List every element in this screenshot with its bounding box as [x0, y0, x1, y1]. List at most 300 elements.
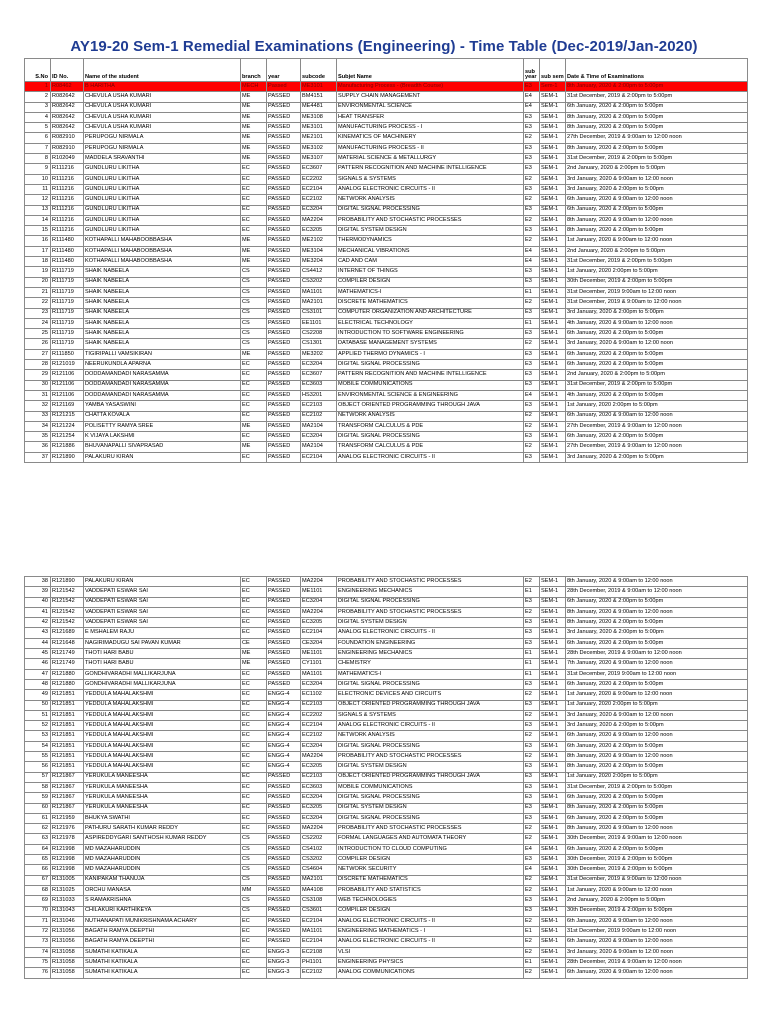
cell-branch: ME: [241, 154, 267, 164]
cell-subject-name: MOBILE COMMUNICATIONS: [337, 782, 524, 792]
cell-year: PASSED: [267, 143, 301, 153]
cell-sno: 41: [25, 607, 51, 617]
cell-id: R121106: [51, 390, 84, 400]
table-row: [25, 741, 748, 751]
cell-id: R121749: [51, 649, 84, 659]
cell-id: R121851: [51, 762, 84, 772]
cell-year: PASSED: [267, 226, 301, 236]
cell-student-name: SUMATHI KATIKALA: [84, 957, 241, 967]
cell-student-name: MD MAZAHARUDDIN: [84, 855, 241, 865]
cell-subcode: EC2103: [301, 700, 337, 710]
cell-sub-sem: SEM-1: [540, 421, 566, 431]
cell-sub-year: E4: [524, 390, 540, 400]
cell-subject-name: ENVIRONMENTAL SCIENCE & ENGINEERING: [337, 390, 524, 400]
cell-sub-sem: SEM-1: [540, 659, 566, 669]
cell-sub-year: E2: [524, 607, 540, 617]
cell-subject-name: DIGITAL SIGNAL PROCESSING: [337, 813, 524, 823]
header-subsem: sub sem: [540, 59, 566, 82]
cell-sno: 24: [25, 318, 51, 328]
cell-branch: EC: [241, 679, 267, 689]
cell-year: PASSED: [267, 411, 301, 421]
cell-sub-year: E4: [524, 865, 540, 875]
cell-sno: 71: [25, 916, 51, 926]
cell-sub-sem: SEM-1: [540, 452, 566, 462]
cell-sub-sem: SEM-1: [540, 731, 566, 741]
cell-id: R111480: [51, 257, 84, 267]
cell-exam-date: 3rd January, 2020 & 2:00pm to 5:00pm: [566, 628, 748, 638]
cell-sub-sem: SEM-1: [540, 112, 566, 122]
table-row: [25, 690, 748, 700]
cell-exam-date: 1st January, 2020 2:00pm to 5:00pm: [566, 700, 748, 710]
cell-branch: EC: [241, 793, 267, 803]
cell-year: ENGG-4: [267, 721, 301, 731]
cell-student-name: SHAIK NABEELA: [84, 287, 241, 297]
cell-sno: 9: [25, 164, 51, 174]
cell-sub-year: E4: [524, 844, 540, 854]
cell-year: PASSED: [267, 236, 301, 246]
cell-id: R121648: [51, 638, 84, 648]
cell-branch: ME: [241, 257, 267, 267]
cell-subject-name: MANUFACTURING PROCESS - II: [337, 143, 524, 153]
cell-subcode: MA4108: [301, 885, 337, 895]
cell-sub-year: E1: [524, 659, 540, 669]
cell-subcode: MA2204: [301, 215, 337, 225]
cell-id: R121851: [51, 731, 84, 741]
header-name: Name of the student: [84, 59, 241, 82]
table-row: [25, 679, 748, 689]
cell-student-name: GUNDLURU LIKITHA: [84, 184, 241, 194]
cell-id: R121851: [51, 710, 84, 720]
cell-id: R131056: [51, 937, 84, 947]
cell-sub-sem: SEM-1: [540, 411, 566, 421]
cell-branch: EC: [241, 731, 267, 741]
cell-sno: 65: [25, 855, 51, 865]
cell-branch: EC: [241, 607, 267, 617]
cell-branch: EC: [241, 916, 267, 926]
cell-sub-year: E4: [524, 92, 540, 102]
cell-sub-year: E1: [524, 318, 540, 328]
cell-branch: EC: [241, 432, 267, 442]
cell-subject-name: DISCRETE MATHEMATICS: [337, 875, 524, 885]
cell-branch: EC: [241, 968, 267, 978]
table-row: [25, 587, 748, 597]
cell-year: PASSED: [267, 885, 301, 895]
cell-branch: EC: [241, 762, 267, 772]
cell-year: PASSED: [267, 793, 301, 803]
cell-id: R082642: [51, 102, 84, 112]
cell-year: PASSED: [267, 772, 301, 782]
cell-sub-year: E3: [524, 432, 540, 442]
cell-subcode: EC2104: [301, 452, 337, 462]
cell-sub-sem: SEM-1: [540, 638, 566, 648]
cell-sub-sem: SEM-1: [540, 690, 566, 700]
cell-id: R121867: [51, 782, 84, 792]
cell-sno: 17: [25, 246, 51, 256]
cell-student-name: PERUPOGU NIRMALA: [84, 143, 241, 153]
table-row: [25, 133, 748, 143]
cell-sno: 47: [25, 669, 51, 679]
cell-year: PASSED: [267, 452, 301, 462]
cell-sub-year: E2: [524, 968, 540, 978]
table-body-page-2: [25, 577, 748, 979]
cell-subject-name: ANALOG ELECTRONIC CIRCUITS - II: [337, 452, 524, 462]
cell-sno: 50: [25, 700, 51, 710]
cell-branch: ME: [241, 123, 267, 133]
table-row: [25, 875, 748, 885]
cell-id: R111216: [51, 215, 84, 225]
cell-subject-name: ENVIRONMENTAL SCIENCE: [337, 102, 524, 112]
cell-sub-year: E3: [524, 329, 540, 339]
cell-sub-year: E3: [524, 618, 540, 628]
cell-year: PASSED: [267, 618, 301, 628]
cell-exam-date: 3rd January, 2020 & 9:00am to 12:00 noon: [566, 710, 748, 720]
cell-subcode: CS3601: [301, 906, 337, 916]
cell-sub-year: E3: [524, 741, 540, 751]
cell-year: PASSED: [267, 803, 301, 813]
cell-sub-sem: SEM-1: [540, 865, 566, 875]
table-row: [25, 927, 748, 937]
cell-subject-name: ANALOG COMMUNICATIONS: [337, 968, 524, 978]
cell-sno: 38: [25, 577, 51, 587]
cell-subject-name: DIGITAL SIGNAL PROCESSING: [337, 679, 524, 689]
cell-student-name: CHEVULA USHA KUMARI: [84, 112, 241, 122]
cell-subcode: CS2208: [301, 329, 337, 339]
cell-student-name: VADDEPATI ESWAR SAI: [84, 597, 241, 607]
header-subcode: subcode: [301, 59, 337, 82]
cell-student-name: NEERUKUNDLA APARNA: [84, 360, 241, 370]
cell-year: ENGG-4: [267, 710, 301, 720]
cell-sno: 31: [25, 390, 51, 400]
cell-sub-year: E3: [524, 803, 540, 813]
cell-subject-name: COMPILER DESIGN: [337, 906, 524, 916]
cell-sub-sem: SEM-1: [540, 618, 566, 628]
cell-year: PASSED: [267, 834, 301, 844]
table-row: [25, 390, 748, 400]
cell-id: R121224: [51, 421, 84, 431]
cell-year: PASSED: [267, 442, 301, 452]
cell-sno: 72: [25, 927, 51, 937]
cell-subject-name: OBJECT ORIENTED PROGRAMMING THROUGH JAVA: [337, 700, 524, 710]
cell-student-name: GUNDLURU LIKITHA: [84, 226, 241, 236]
cell-branch: MM: [241, 885, 267, 895]
cell-subcode: ME1101: [301, 649, 337, 659]
cell-subcode: EC2104: [301, 721, 337, 731]
cell-branch: ME: [241, 112, 267, 122]
cell-sub-sem: SEM-1: [540, 937, 566, 947]
cell-id: R111480: [51, 236, 84, 246]
table-row: [25, 205, 748, 215]
cell-branch: ME: [241, 92, 267, 102]
cell-sub-year: E2: [524, 577, 540, 587]
cell-sub-sem: SEM-1: [540, 298, 566, 308]
cell-sub-sem: SEM-1: [540, 968, 566, 978]
table-row: [25, 865, 748, 875]
cell-student-name: VADDEPATI ESWAR SAI: [84, 607, 241, 617]
table-row: [25, 112, 748, 122]
cell-branch: EC: [241, 813, 267, 823]
cell-id: R121106: [51, 370, 84, 380]
cell-student-name: KOTHAPALLI MAHABOOBBASHA: [84, 236, 241, 246]
cell-subcode: EC3205: [301, 762, 337, 772]
cell-exam-date: 28th December, 2019 & 9:00am to 12:00 noon: [566, 587, 748, 597]
cell-exam-date: 2nd January, 2020 & 2:00pm to 5:00pm: [566, 896, 748, 906]
cell-exam-date: 6th January, 2020 & 2:00pm to 5:00pm: [566, 813, 748, 823]
cell-id: R082910: [51, 143, 84, 153]
cell-branch: CS: [241, 267, 267, 277]
cell-branch: CE: [241, 638, 267, 648]
cell-year: PASSED: [267, 164, 301, 174]
cell-student-name: YEDDULA MAHALAKSHMI: [84, 762, 241, 772]
cell-branch: EC: [241, 370, 267, 380]
cell-subcode: ME1101: [301, 587, 337, 597]
cell-student-name: GONDHIVARADHI MALLIKARJUNA: [84, 679, 241, 689]
table-row: [25, 793, 748, 803]
cell-exam-date: 31st December, 2019 & 2:00pm to 5:00pm: [566, 154, 748, 164]
cell-branch: CS: [241, 844, 267, 854]
cell-subject-name: TRANSFORM CALCULUS & PDE: [337, 421, 524, 431]
cell-sub-sem: SEM-1: [540, 318, 566, 328]
cell-subcode: PH1101: [301, 957, 337, 967]
cell-sub-year: E2: [524, 215, 540, 225]
cell-student-name: GUNDLURU LIKITHA: [84, 164, 241, 174]
table-row: [25, 752, 748, 762]
cell-sub-year: E1: [524, 957, 540, 967]
cell-subcode: CS4604: [301, 865, 337, 875]
cell-subject-name: NETWORK ANALYSIS: [337, 731, 524, 741]
cell-branch: CS: [241, 865, 267, 875]
cell-exam-date: 30th December, 2019 & 2:00pm to 5:00pm: [566, 865, 748, 875]
cell-sno: 19: [25, 267, 51, 277]
cell-sub-year: E3: [524, 628, 540, 638]
cell-year: ENGG-4: [267, 690, 301, 700]
cell-sub-year: E3: [524, 721, 540, 731]
cell-subcode: EC3204: [301, 205, 337, 215]
cell-subcode: EC2102: [301, 195, 337, 205]
cell-subject-name: COMPILER DESIGN: [337, 855, 524, 865]
cell-subcode: CS3101: [301, 308, 337, 318]
cell-sub-year: E2: [524, 916, 540, 926]
cell-subject-name: ELECTRICAL TECHNOLOGY: [337, 318, 524, 328]
cell-exam-date: 30th December, 2019 & 2:00pm to 5:00pm: [566, 277, 748, 287]
cell-exam-date: 6th January, 2020 & 2:00pm to 5:00pm: [566, 205, 748, 215]
cell-subject-name: ANALOG ELECTRONIC CIRCUITS - II: [337, 184, 524, 194]
cell-sub-sem: SEM-1: [540, 762, 566, 772]
cell-student-name: MADDELA SRAVANTHI: [84, 154, 241, 164]
cell-sub-sem: SEM-1: [540, 360, 566, 370]
cell-year: PASSED: [267, 638, 301, 648]
cell-subject-name: TRANSFORM CALCULUS & PDE: [337, 442, 524, 452]
cell-id: R111719: [51, 277, 84, 287]
cell-student-name: YERUKULA MANEESHA: [84, 803, 241, 813]
cell-sub-year: E3: [524, 123, 540, 133]
cell-subject-name: OBJECT ORIENTED PROGRAMMING THROUGH JAVA: [337, 772, 524, 782]
cell-student-name: SHAIK NABEELA: [84, 318, 241, 328]
cell-branch: EC: [241, 360, 267, 370]
cell-year: PASSED: [267, 824, 301, 834]
cell-student-name: VADDEPATI ESWAR SAI: [84, 618, 241, 628]
cell-subcode: CS3202: [301, 855, 337, 865]
cell-student-name: GUNDLURU LIKITHA: [84, 215, 241, 225]
cell-sno: 15: [25, 226, 51, 236]
cell-id: R121998: [51, 855, 84, 865]
cell-sno: 73: [25, 937, 51, 947]
cell-id: R121890: [51, 577, 84, 587]
table-row: [25, 401, 748, 411]
cell-sub-sem: SEM-1: [540, 401, 566, 411]
cell-subcode: MA2104: [301, 421, 337, 431]
cell-id: R111719: [51, 318, 84, 328]
cell-subcode: EC2108: [301, 947, 337, 957]
cell-exam-date: 6th January, 2020 & 2:00pm to 5:00pm: [566, 638, 748, 648]
cell-id: R121978: [51, 834, 84, 844]
table-row: [25, 669, 748, 679]
cell-id: R082642: [51, 123, 84, 133]
cell-subcode: EC3204: [301, 813, 337, 823]
cell-sub-sem: SEM-1: [540, 257, 566, 267]
cell-subject-name: MANUFACTURING PROCESS - I: [337, 123, 524, 133]
cell-sub-year: E4: [524, 246, 540, 256]
table-row: [25, 246, 748, 256]
cell-year: PASSED: [267, 587, 301, 597]
cell-subject-name: THERMODYNAMICS: [337, 236, 524, 246]
cell-sub-sem: SEM-1: [540, 277, 566, 287]
cell-sno: 56: [25, 762, 51, 772]
cell-sno: 1: [25, 82, 51, 92]
cell-year: PASSED: [267, 277, 301, 287]
cell-subject-name: Manufacturing Process - (Breadth Course): [337, 82, 524, 92]
cell-sub-year: E1: [524, 287, 540, 297]
cell-subcode: EC2104: [301, 937, 337, 947]
cell-branch: ME: [241, 649, 267, 659]
cell-sub-sem: SEM-1: [540, 793, 566, 803]
cell-exam-date: 6th January, 2020 & 9:00am to 12:00 noon: [566, 195, 748, 205]
cell-id: R111719: [51, 308, 84, 318]
cell-branch: CS: [241, 329, 267, 339]
cell-sno: 35: [25, 432, 51, 442]
cell-student-name: CHEVULA USHA KUMARI: [84, 92, 241, 102]
cell-subcode: EC3205: [301, 618, 337, 628]
cell-sno: 2: [25, 92, 51, 102]
cell-subject-name: HEAT TRANSFER: [337, 112, 524, 122]
cell-branch: CS: [241, 318, 267, 328]
table-row: [25, 772, 748, 782]
cell-sub-sem: SEM-1: [540, 916, 566, 926]
table-row: [25, 215, 748, 225]
cell-subject-name: SIGNALS & SYSTEMS: [337, 174, 524, 184]
table-header-row: [25, 59, 748, 82]
cell-year: PASSED: [267, 112, 301, 122]
cell-year: PASSED: [267, 421, 301, 431]
cell-id: R111216: [51, 184, 84, 194]
cell-sno: 54: [25, 741, 51, 751]
cell-year: PASSED: [267, 380, 301, 390]
cell-student-name: VADDEPATI ESWAR SAI: [84, 587, 241, 597]
cell-branch: CS: [241, 308, 267, 318]
cell-subcode: ME3107: [301, 154, 337, 164]
cell-subject-name: ANALOG ELECTRONIC CIRCUITS - II: [337, 721, 524, 731]
table-row: [25, 421, 748, 431]
cell-year: PASSED: [267, 649, 301, 659]
cell-year: ENGG-3: [267, 947, 301, 957]
cell-subject-name: MATHEMATICS-I: [337, 287, 524, 297]
cell-id: R08462: [51, 82, 84, 92]
cell-id: R121542: [51, 618, 84, 628]
cell-sub-year: E2: [524, 710, 540, 720]
cell-sno: 10: [25, 174, 51, 184]
cell-sub-sem: SEM-1: [540, 102, 566, 112]
cell-sub-year: E3: [524, 277, 540, 287]
cell-year: PASSED: [267, 349, 301, 359]
cell-subject-name: ENGINEERING MATHEMATICS - I: [337, 927, 524, 937]
cell-sub-year: E2: [524, 174, 540, 184]
table-row: [25, 762, 748, 772]
cell-id: R111719: [51, 329, 84, 339]
cell-year: PASSED: [267, 401, 301, 411]
cell-exam-date: 3rd January, 2020 & 9:00am to 12:00 noon: [566, 947, 748, 957]
cell-sub-sem: SEM-1: [540, 287, 566, 297]
cell-sub-year: E3: [524, 452, 540, 462]
cell-subject-name: DIGITAL SIGNAL PROCESSING: [337, 205, 524, 215]
cell-sub-sem: SEM-1: [540, 370, 566, 380]
table-row: [25, 432, 748, 442]
cell-sub-sem: SEM-1: [540, 442, 566, 452]
cell-exam-date: 3rd January, 2020 & 2:00pm to 5:00pm: [566, 308, 748, 318]
cell-id: R121867: [51, 803, 84, 813]
table-row: [25, 813, 748, 823]
cell-subcode: ME2101: [301, 133, 337, 143]
cell-id: R121019: [51, 360, 84, 370]
cell-year: PASSED: [267, 906, 301, 916]
cell-exam-date: 3rd January, 2020 & 2:00pm to 5:00pm: [566, 452, 748, 462]
cell-sno: 8: [25, 154, 51, 164]
header-sno: S.No: [25, 59, 51, 82]
cell-exam-date: 28th December, 2019 & 9:00am to 12:00 noon: [566, 649, 748, 659]
cell-subcode: HS3201: [301, 390, 337, 400]
cell-exam-date: 3rd January, 2020 & 2:00pm to 5:00pm: [566, 721, 748, 731]
cell-sub-year: E3: [524, 855, 540, 865]
cell-id: R121998: [51, 844, 84, 854]
cell-id: R121851: [51, 721, 84, 731]
cell-subject-name: ENGINEERING PHYSICS: [337, 957, 524, 967]
cell-sub-year: E1: [524, 669, 540, 679]
cell-sub-year: E3: [524, 679, 540, 689]
table-row: [25, 226, 748, 236]
cell-year: PASSED: [267, 215, 301, 225]
cell-sub-sem: SEM-1: [540, 246, 566, 256]
cell-subject-name: PROBABILITY AND STOCHASTIC PROCESSES: [337, 607, 524, 617]
cell-subject-name: PATTERN RECOGNITION AND MACHINE INTELLIGENCE: [337, 164, 524, 174]
cell-sno: 64: [25, 844, 51, 854]
cell-exam-date: 28th December, 2019 & 9:00am to 12:00 noon: [566, 957, 748, 967]
cell-sub-year: E3: [524, 370, 540, 380]
cell-exam-date: 8th January, 2020 & 9:00am to 12:00 noon: [566, 215, 748, 225]
table-row: [25, 782, 748, 792]
cell-id: R121542: [51, 587, 84, 597]
table-row: [25, 236, 748, 246]
cell-sno: 23: [25, 308, 51, 318]
cell-exam-date: 4th January, 2020 & 2:00pm to 5:00pm: [566, 390, 748, 400]
cell-branch: EC: [241, 577, 267, 587]
cell-sno: 59: [25, 793, 51, 803]
cell-year: PASSED: [267, 916, 301, 926]
cell-sub-sem: SEM-1: [540, 432, 566, 442]
cell-year: PASSED: [267, 855, 301, 865]
cell-branch: EC: [241, 690, 267, 700]
table-row: [25, 957, 748, 967]
cell-student-name: SHAIK NABEELA: [84, 308, 241, 318]
cell-student-name: NAGIRIMADUGU SAI PAVAN KUMAR: [84, 638, 241, 648]
cell-subcode: EC3205: [301, 803, 337, 813]
